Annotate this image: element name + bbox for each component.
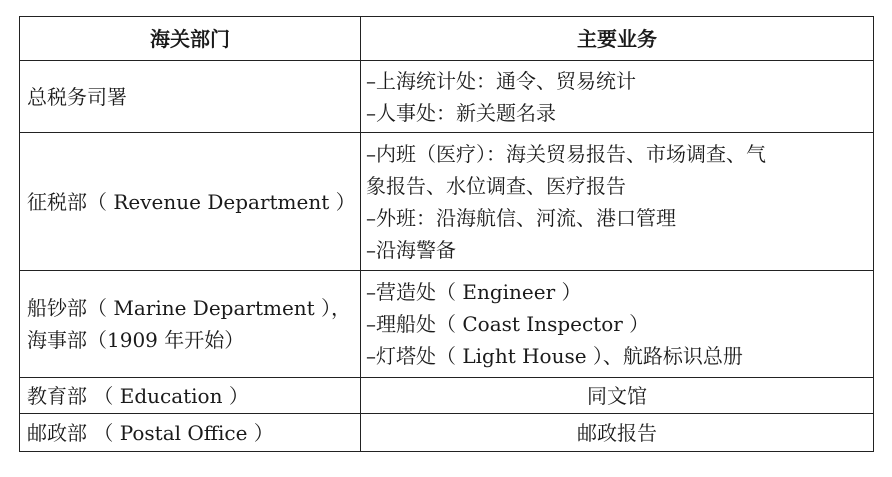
business-line: –营造处（ Engineer ）: [366, 280, 582, 304]
business-line: 邮政报告: [577, 420, 657, 445]
department-text: 海事部（1909 年开始）: [27, 328, 245, 352]
department-cell: [20, 61, 361, 133]
header-department: 海关部门: [20, 17, 361, 61]
department-text: 总税务司署: [27, 84, 127, 109]
business-cell: [361, 133, 874, 271]
business-line: –外班：沿海航信、河流、港口管理: [366, 205, 676, 230]
department-cell: [20, 414, 361, 452]
table-row: [20, 414, 874, 452]
customs-departments-table: [19, 16, 874, 452]
business-line: –沿海警备: [366, 237, 456, 262]
business-line: 象报告、水位调查、医疗报告: [366, 173, 626, 198]
business-cell: [361, 61, 874, 133]
header-business: 主要业务: [361, 17, 874, 61]
table-row: [20, 61, 874, 133]
business-line: –内班（医疗）：海关贸易报告、市场调查、气: [366, 141, 766, 166]
department-cell: [20, 133, 361, 271]
department-text: 船钞部（ Marine Department ），: [27, 296, 352, 320]
table-row: [20, 378, 874, 414]
header-row: [20, 17, 874, 61]
business-line: –人事处：新关题名录: [366, 100, 556, 125]
business-cell: [361, 271, 874, 378]
department-text: 征税部（ Revenue Department ）: [27, 189, 356, 214]
table-row: [20, 133, 874, 271]
business-cell: [361, 414, 874, 452]
business-line: 同文馆: [587, 383, 647, 408]
department-text: 教育部 （ Education ）: [27, 383, 249, 408]
department-cell: [20, 271, 361, 378]
business-line: –理船处（ Coast Inspector ）: [366, 312, 650, 336]
business-line: –灯塔处（ Light House ）、航路标识总册: [366, 344, 743, 368]
business-cell: [361, 378, 874, 414]
department-cell: [20, 378, 361, 414]
business-line: –上海统计处：通令、贸易统计: [366, 68, 636, 93]
department-text: 邮政部 （ Postal Office ）: [27, 420, 274, 445]
table-row: [20, 271, 874, 378]
